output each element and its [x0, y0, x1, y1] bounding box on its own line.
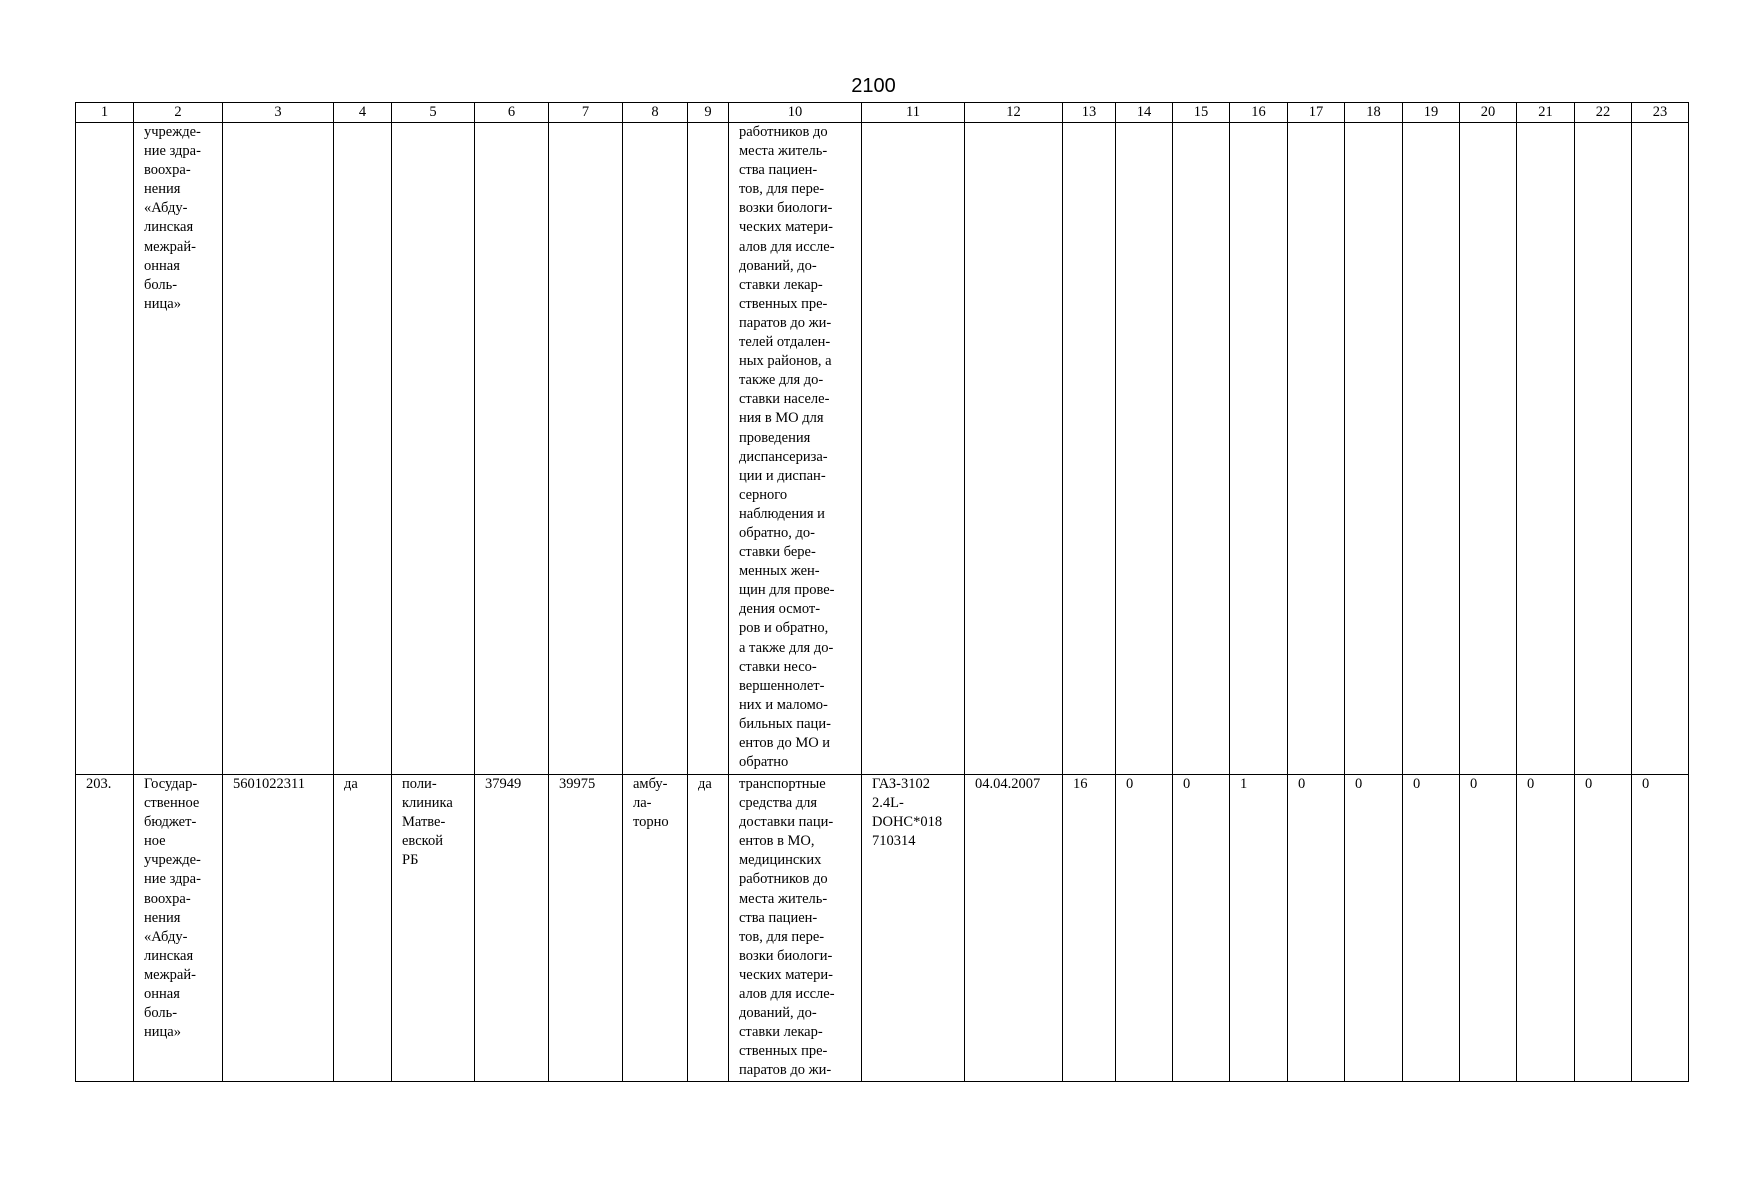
table-cell	[862, 123, 965, 775]
table-cell	[1517, 123, 1575, 775]
register-table	[75, 102, 1689, 1082]
table-cell	[76, 123, 134, 775]
purpose-cell: транспортные средства для доставки паци- ентов в МО, медицинских работников до места житель- ства пациен- тов, для пере- возки биологи- ческих матери- алов для иссле- дований, до- ставки лекар- ственных пре- паратов до жи-	[729, 775, 862, 1082]
inn-cell: 5601022311	[223, 775, 334, 1082]
table-cell: 16	[1063, 775, 1116, 1082]
table-cell	[1173, 123, 1230, 775]
table-cell: да	[334, 775, 392, 1082]
column-number-row	[76, 103, 1689, 123]
table-cell	[392, 123, 475, 775]
table-cell	[223, 123, 334, 775]
column-number-cell: 9	[688, 103, 729, 123]
column-number-cell: 1	[76, 103, 134, 123]
column-number-cell: 4	[334, 103, 392, 123]
column-number-cell: 21	[1517, 103, 1575, 123]
table-cell: 0	[1517, 775, 1575, 1082]
column-number-cell: 11	[862, 103, 965, 123]
table-cell: 0	[1632, 775, 1689, 1082]
table-cell: 0	[1288, 775, 1345, 1082]
table-cell: 1	[1230, 775, 1288, 1082]
column-number-cell: 10	[729, 103, 862, 123]
table-row-continued	[76, 123, 1689, 775]
table-cell	[549, 123, 623, 775]
column-number-cell: 12	[965, 103, 1063, 123]
table-cell	[334, 123, 392, 775]
column-number-cell: 20	[1460, 103, 1517, 123]
table-cell: 0	[1173, 775, 1230, 1082]
organization-cell: Государ- ственное бюджет- ное учрежде- ние здра- воохра- нения «Абду- линская межрай- онная боль- ница»	[134, 775, 223, 1082]
table-cell	[1403, 123, 1460, 775]
column-number-cell: 13	[1063, 103, 1116, 123]
page-number: 2100	[851, 75, 896, 97]
table-cell: 0	[1460, 775, 1517, 1082]
column-number-cell: 15	[1173, 103, 1230, 123]
table-cell	[1230, 123, 1288, 775]
column-number-cell: 22	[1575, 103, 1632, 123]
column-number-cell: 8	[623, 103, 688, 123]
table-cell	[623, 123, 688, 775]
table-cell	[1288, 123, 1345, 775]
table-cell: 39975	[549, 775, 623, 1082]
table-cell: 0	[1116, 775, 1173, 1082]
column-number-cell: 5	[392, 103, 475, 123]
table-cell	[1575, 123, 1632, 775]
table-cell: 0	[1403, 775, 1460, 1082]
column-number-cell: 7	[549, 103, 623, 123]
table-cell: 0	[1575, 775, 1632, 1082]
column-number-cell: 19	[1403, 103, 1460, 123]
table-row-203	[76, 775, 1689, 1082]
table-cell	[1632, 123, 1689, 775]
table-cell: учрежде- ние здра- воохра- нения «Абду- линская межрай- онная боль- ница»	[134, 123, 223, 775]
column-number-cell: 6	[475, 103, 549, 123]
column-number-cell: 3	[223, 103, 334, 123]
table-cell	[475, 123, 549, 775]
table-cell	[965, 123, 1063, 775]
column-number-cell: 17	[1288, 103, 1345, 123]
row-number-cell: 203.	[76, 775, 134, 1082]
column-number-cell: 2	[134, 103, 223, 123]
table-cell: да	[688, 775, 729, 1082]
table-cell: 0	[1345, 775, 1403, 1082]
table-cell	[1116, 123, 1173, 775]
table-cell: 37949	[475, 775, 549, 1082]
table-cell	[1460, 123, 1517, 775]
subdivision-cell: поли- клиника Матве- евской РБ	[392, 775, 475, 1082]
care-type-cell: амбу- ла- торно	[623, 775, 688, 1082]
vehicle-model-cell: ГАЗ-3102 2.4L- DOHC*018 710314	[862, 775, 965, 1082]
column-number-cell: 18	[1345, 103, 1403, 123]
column-number-cell: 14	[1116, 103, 1173, 123]
column-number-cell: 23	[1632, 103, 1689, 123]
table-cell: работников до места житель- ства пациен- тов, для пере- возки биологи- ческих матери- алов для иссле- дований, до- ставки лекар- ственных пре- паратов до жи- телей отдален- ных районов, а также для до- ставки населе- ния в МО для проведения диспансериза- ции и диспан- серного наблюдения и обратно, до- ставки бере- менных жен- щин для прове- дения осмот- ров и обратно, а также для до- ставки несо- вершеннолет- них и маломо- бильных паци- ентов до МО и обратно	[729, 123, 862, 775]
table-cell	[1345, 123, 1403, 775]
column-number-cell: 16	[1230, 103, 1288, 123]
date-cell: 04.04.2007	[965, 775, 1063, 1082]
table-cell	[1063, 123, 1116, 775]
table-cell	[688, 123, 729, 775]
